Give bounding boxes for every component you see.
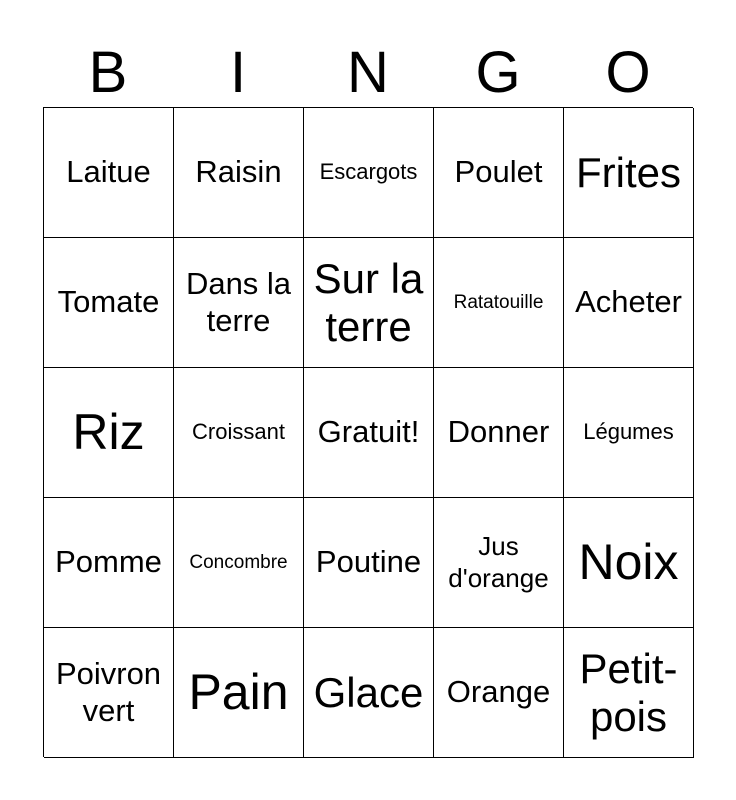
- bingo-board: [43, 107, 693, 757]
- bingo-cell[interactable]: Pomme: [44, 498, 174, 628]
- bingo-cell[interactable]: Sur la terre: [304, 238, 434, 368]
- bingo-cell[interactable]: Escargots: [304, 108, 434, 238]
- bingo-cell[interactable]: Orange: [434, 628, 564, 758]
- bingo-cell[interactable]: Glace: [304, 628, 434, 758]
- header-letter-o: O: [605, 40, 651, 105]
- bingo-cell[interactable]: Dans la terre: [174, 238, 304, 368]
- bingo-cell[interactable]: Poulet: [434, 108, 564, 238]
- bingo-cell[interactable]: Noix: [564, 498, 694, 628]
- header-letter-i: I: [229, 40, 247, 105]
- bingo-cell[interactable]: Croissant: [174, 368, 304, 498]
- bingo-header: [43, 40, 693, 106]
- bingo-cell[interactable]: Poivron vert: [44, 628, 174, 758]
- bingo-cell[interactable]: Jus d'orange: [434, 498, 564, 628]
- bingo-cell[interactable]: Petit-pois: [564, 628, 694, 758]
- bingo-cell[interactable]: Frites: [564, 108, 694, 238]
- bingo-cell[interactable]: Tomate: [44, 238, 174, 368]
- header-letter-g: G: [475, 40, 521, 105]
- bingo-cell[interactable]: Pain: [174, 628, 304, 758]
- bingo-cell[interactable]: Concombre: [174, 498, 304, 628]
- bingo-cell[interactable]: Poutine: [304, 498, 434, 628]
- bingo-cell[interactable]: Riz: [44, 368, 174, 498]
- bingo-cell[interactable]: Légumes: [564, 368, 694, 498]
- header-letter-n: N: [347, 40, 389, 105]
- bingo-cell[interactable]: Donner: [434, 368, 564, 498]
- bingo-cell[interactable]: Raisin: [174, 108, 304, 238]
- bingo-cell[interactable]: Ratatouille: [434, 238, 564, 368]
- bingo-cell[interactable]: Gratuit!: [304, 368, 434, 498]
- bingo-cell[interactable]: Laitue: [44, 108, 174, 238]
- bingo-cell[interactable]: Acheter: [564, 238, 694, 368]
- header-letter-b: B: [88, 40, 128, 105]
